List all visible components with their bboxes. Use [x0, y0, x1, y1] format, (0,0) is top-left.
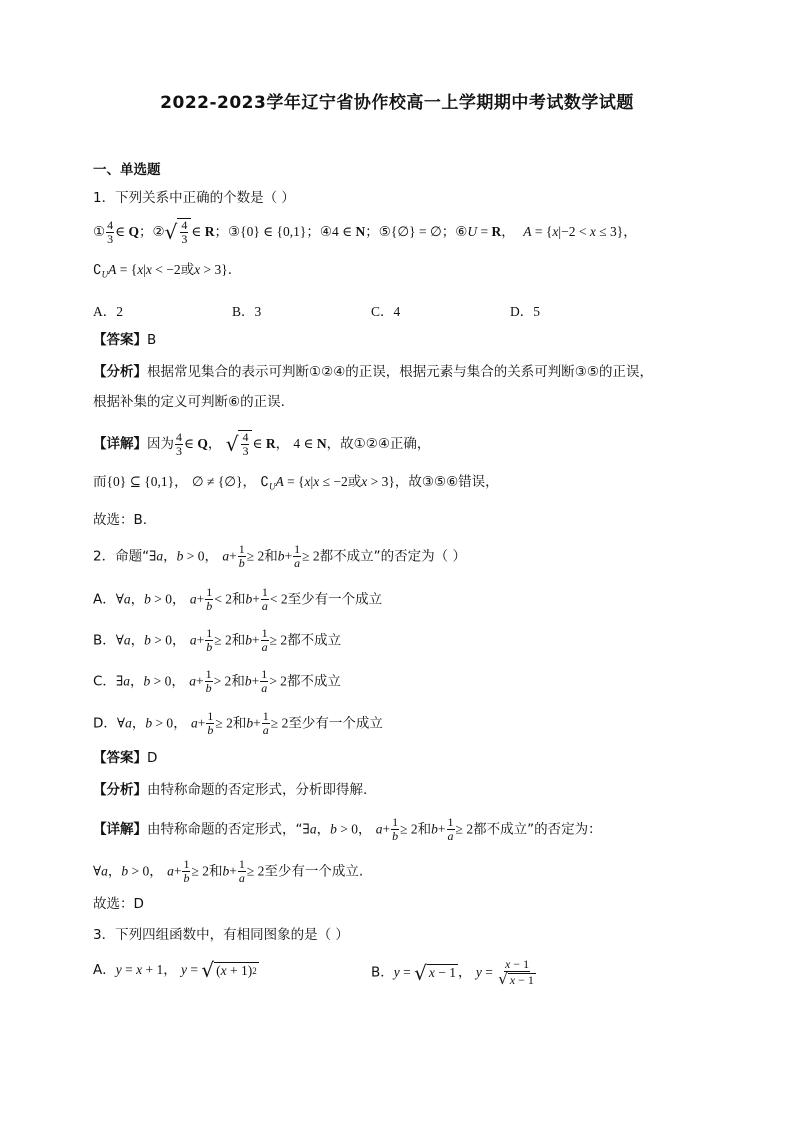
q2-analysis: [93, 780, 367, 800]
analysis-text: 由特称命题的否定形式，分析即得解.: [147, 782, 368, 798]
q3-stem: 3．下列四组函数中，有相同图象的是（ ）: [93, 927, 349, 943]
answer-tag: 【答案】: [93, 332, 147, 348]
detail-tag: 【详解】: [93, 436, 147, 452]
q1-detail-line2: 而{0} ⊆ {0,1}， ∅ ≠ {∅}， $∁_UA = \{x|x \le -2$或x > 3}，故③⑤⑥错误，: [93, 474, 499, 492]
analysis-text: 根据常见集合的表示可判断①②④的正误，根据元素与集合的关系可判断③⑤的正误，: [147, 364, 654, 380]
and-word: 和: [209, 863, 223, 880]
q1-relations: ① $\frac{4}{3}$ ∈ Q；② √ $\frac{4}{3}$ ∈ R；③{0} ∈ {0,1}；④4 ∈ N；⑤{∅} = ∅；⑥U = R， A = {x|−2 < x ≤ 3}，: [93, 217, 637, 246]
q1-option-b: B．3: [232, 304, 262, 319]
detail-text: ，故③⑤⑥错误，: [394, 474, 499, 490]
q2-option-c: C．∃a，b > 0， a+ $\frac{1}{b}$ > 2和b+ $\frac{1}{a}$ > 2都不成立: [93, 667, 341, 695]
answer-value: B: [147, 332, 157, 348]
and-word: 和: [264, 548, 278, 565]
analysis-tag: 【分析】: [93, 364, 147, 380]
q1-stem: 1．下列关系中正确的个数是（ ）: [93, 190, 295, 206]
and-word: 和: [417, 821, 432, 838]
q2-detail-line2: ∀a，b > 0， a+ $\frac{1}{b}$ ≥ 2和b+ $\frac{1}{a}$ ≥ 2至少有一个成立.: [93, 857, 364, 885]
detail-text: 由特称命题的否定形式，“: [147, 821, 303, 838]
q2-option-d: D．∀a，b > 0， a+ $\frac{1}{b}$ ≥ 2和b+ $\frac{1}{a}$ ≥ 2至少有一个成立: [93, 709, 383, 737]
q3-option-a: A．y = x + 1， y = √ ( x + 1) 2: [93, 958, 257, 982]
detail-text: 都不成立”的否定为：: [473, 821, 602, 838]
q2-answer: [93, 748, 157, 768]
option-label: D．: [93, 715, 117, 732]
option-tail: 至少有一个成立: [287, 591, 383, 608]
option-label: B．: [371, 964, 394, 981]
option-tail: 都不成立: [286, 673, 341, 690]
and-word: 和: [231, 673, 245, 690]
q1-analysis-line1: [93, 362, 653, 382]
stem-text: 都不成立”的否定为（ ）: [319, 548, 466, 565]
q2-option-a: A．∀a，b > 0， a+ $\frac{1}{b}$ < 2和b+ $\frac{1}{a}$ < 2至少有一个成立: [93, 585, 383, 613]
q2-option-b: B．∀a，b > 0， a+ $\frac{1}{b}$ ≥ 2和b+ $\frac{1}{a}$ ≥ 2都不成立: [93, 626, 342, 654]
stem-text: 2．命题“: [93, 548, 150, 565]
and-word: 和: [231, 591, 246, 608]
q3-option-b: B．y = √ x − 1 ， y = x − 1 √ x − 1: [371, 957, 534, 988]
option-label: B．: [93, 632, 116, 649]
detail-text: 至少有一个成立.: [264, 863, 364, 880]
detail-text: ，故①②④正确，: [326, 436, 431, 452]
option-label: C．: [93, 673, 116, 690]
q2-stem: 2．命题“∃a，b > 0， a+ $\frac{1}{b}$ ≥ 2和b+ $\frac{1}{a}$ ≥ 2都不成立”的否定为（ ）: [93, 542, 466, 570]
q1-detail-line1: 【详解】因为 $\frac{4}{3}$ ∈ Q， √ $\frac{4}{3}$ ∈ R， 4 ∈ N，故①②④正确，: [93, 429, 431, 458]
page-title: 2022-2023学年辽宁省协作校高一上学期期中考试数学试题: [160, 93, 634, 113]
detail-text: 因为: [147, 436, 174, 452]
option-label: A．: [93, 591, 116, 608]
q2-detail-line1: 【详解】由特称命题的否定形式，“∃a，b > 0， a+ $\frac{1}{b}$ ≥ 2和b+ $\frac{1}{a}$ ≥ 2都不成立”的否定为：: [93, 815, 602, 843]
detail-tag: 【详解】: [93, 821, 147, 838]
q1-option-d: D．5: [510, 304, 540, 319]
section-heading: 一、单选题: [93, 162, 161, 178]
answer-tag: 【答案】: [93, 750, 147, 766]
option-label: A．: [93, 962, 116, 978]
and-word: 和: [231, 632, 246, 649]
analysis-tag: 【分析】: [93, 782, 147, 798]
q1-option-a: A．2: [93, 304, 123, 319]
q2-conclusion: 故选：D: [93, 896, 144, 912]
detail-text: 而: [93, 474, 107, 490]
q1-complement: $∁_UA = \{x|x < -2$或x > 3}.: [93, 262, 233, 280]
q1-analysis-line2: 根据补集的定义可判断⑥的正误.: [93, 394, 285, 410]
answer-value: D: [147, 750, 158, 766]
option-tail: 都不成立: [287, 632, 342, 649]
and-word: 和: [232, 715, 247, 732]
option-tail: 至少有一个成立: [288, 715, 383, 732]
q1-option-c: C．4: [371, 304, 401, 319]
q1-answer: [93, 330, 156, 350]
q1-conclusion: 故选：B.: [93, 512, 148, 528]
